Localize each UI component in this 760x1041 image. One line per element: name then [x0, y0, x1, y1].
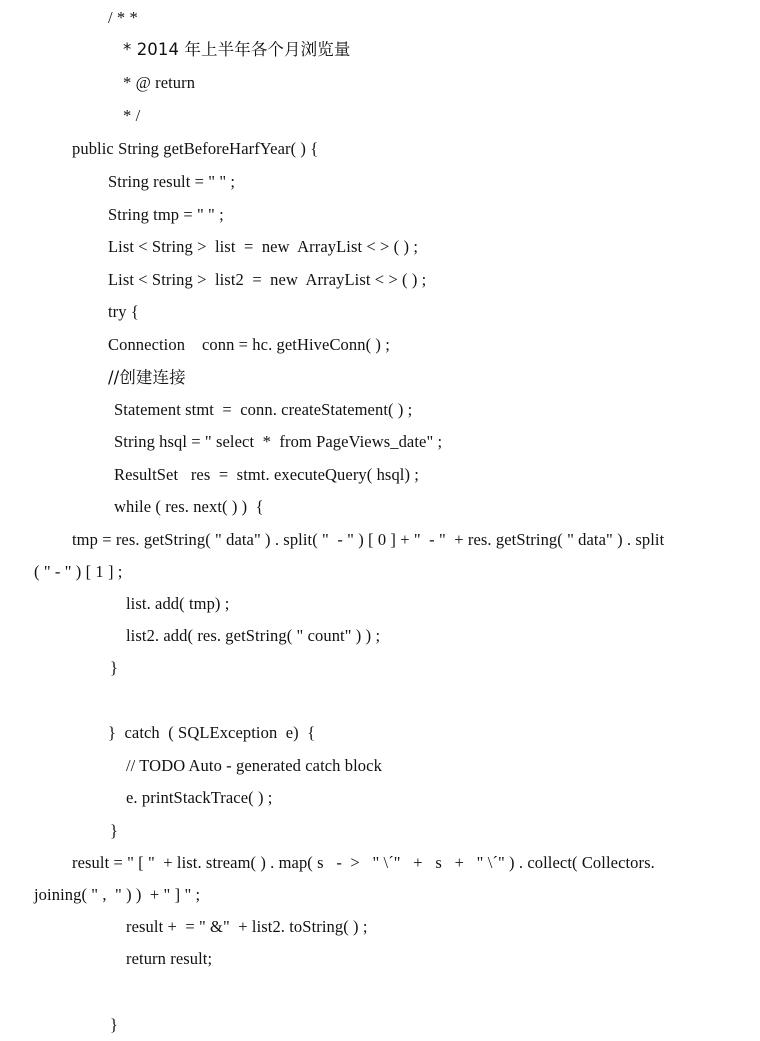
code-line-comment-description: * 2014 年上半年各个月浏览量: [123, 40, 351, 59]
code-line-comment-return: * @ return: [123, 73, 196, 92]
code-line-tmp-declaration: String tmp = " " ;: [108, 205, 224, 224]
code-line-connection-comment: //创建连接: [108, 368, 186, 387]
code-line-tmp-assignment: tmp = res. getString( " data" ) . split( " - " ) [ 0 ] + " - " + res. getString( " data" ) . split: [72, 530, 665, 549]
code-line-tmp-assignment-continued: ( " - " ) [ 1 ] ;: [34, 562, 123, 581]
code-line-result-append: result + = " &" + list2. toString( ) ;: [126, 917, 368, 936]
code-line-catch: } catch ( SQLException e) {: [108, 723, 316, 742]
code-line-comment-open: / * *: [108, 8, 138, 27]
code-line-print-stack-trace: e. printStackTrace( ) ;: [126, 788, 273, 807]
code-line-connection: Connection conn = hc. getHiveConn( ) ;: [108, 335, 390, 354]
code-line-hsql: String hsql = " select * from PageViews_date" ;: [114, 432, 443, 451]
code-line-result-assignment-continued: joining( " , " ) ) + " ] " ;: [34, 885, 201, 904]
code-line-while: while ( res. next( ) ) {: [114, 497, 264, 516]
code-line-result-assignment: result = " [ " + list. stream( ) . map( s - > " \´" + s + " \´" ) . collect( Collectors.: [72, 853, 655, 872]
code-line-list2-declaration: List < String > list2 = new ArrayList < > ( ) ;: [108, 270, 427, 289]
code-line-while-close: }: [110, 658, 119, 677]
code-line-try: try {: [108, 302, 139, 321]
code-line-list-add: list. add( tmp) ;: [126, 594, 230, 613]
code-line-method-signature: public String getBeforeHarfYear( ) {: [72, 139, 319, 158]
code-line-list-declaration: List < String > list = new ArrayList < > ( ) ;: [108, 237, 419, 256]
code-line-comment-close: * /: [123, 106, 141, 125]
code-line-result-declaration: String result = " " ;: [108, 172, 236, 191]
code-line-todo-comment: // TODO Auto - generated catch block: [126, 756, 382, 775]
code-line-statement: Statement stmt = conn. createStatement( ) ;: [114, 400, 413, 419]
code-line-method-close: }: [110, 1015, 119, 1034]
code-line-catch-close: }: [110, 821, 119, 840]
code-line-list2-add: list2. add( res. getString( " count" ) ) ;: [126, 626, 381, 645]
code-line-resultset: ResultSet res = stmt. executeQuery( hsql) ;: [114, 465, 419, 484]
code-line-return: return result;: [126, 949, 213, 968]
